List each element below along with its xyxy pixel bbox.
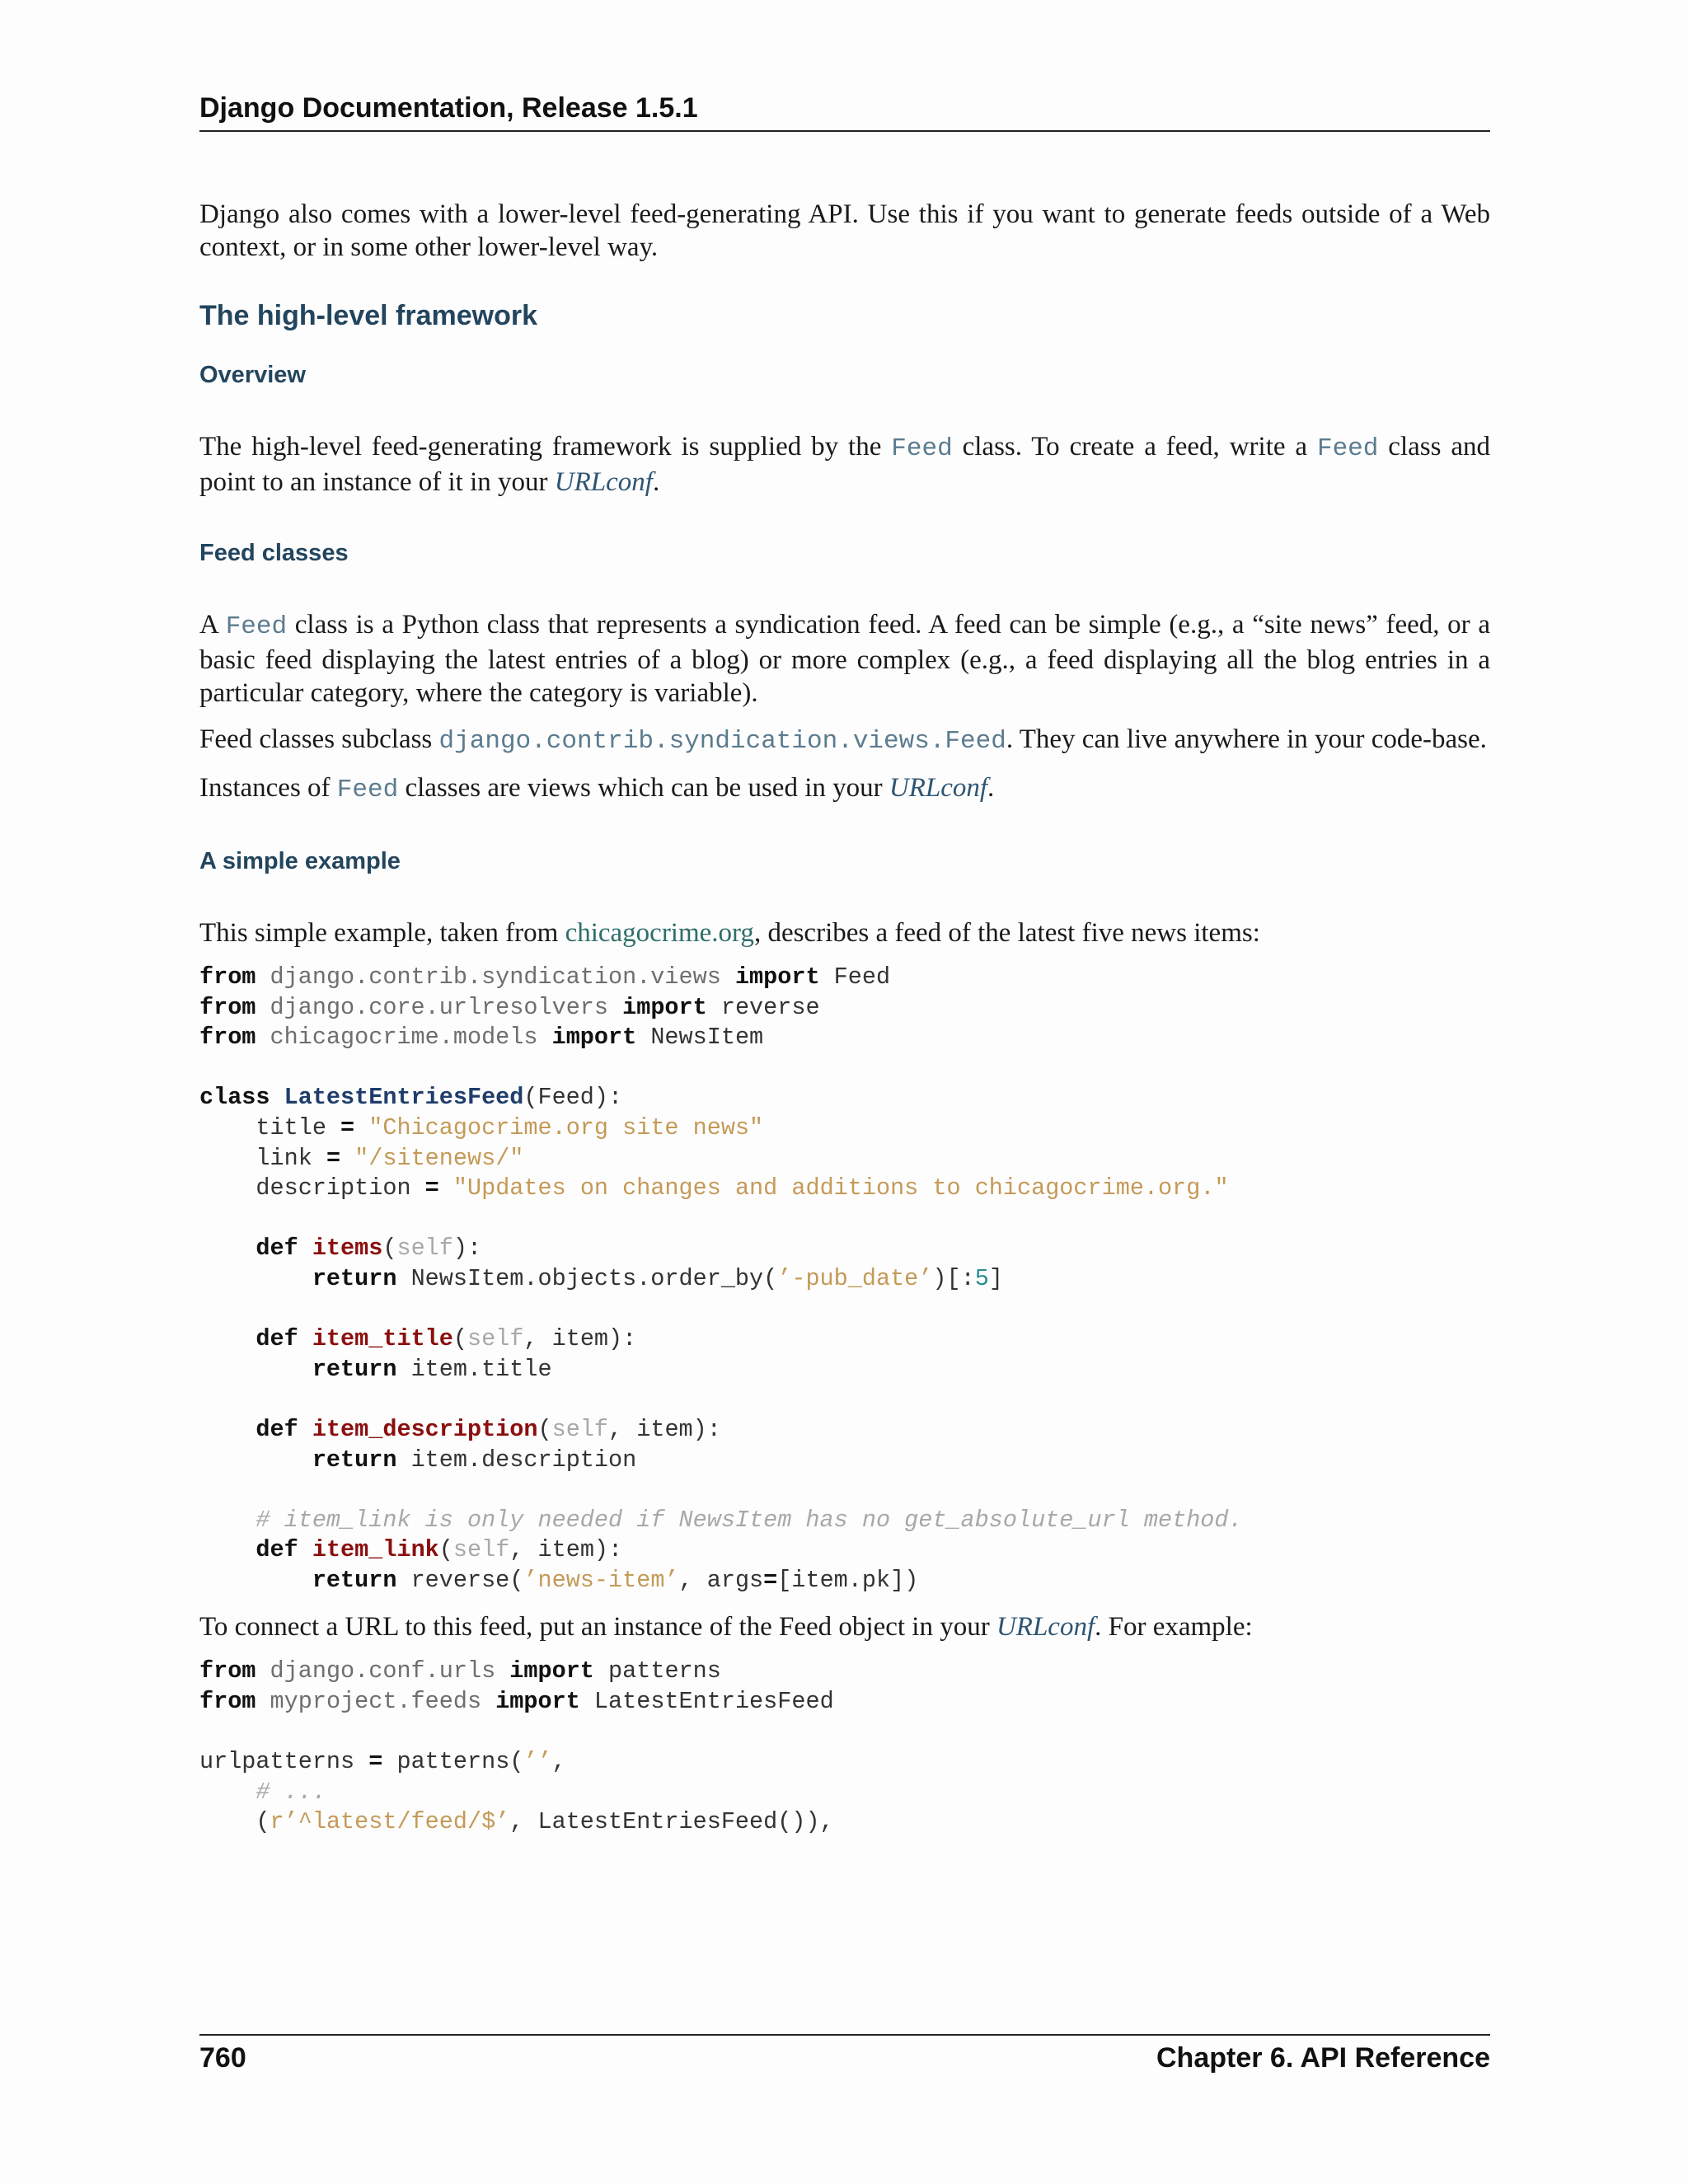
- urlconf-link[interactable]: URLconf: [554, 467, 653, 497]
- running-header: Django Documentation, Release 1.5.1: [199, 92, 698, 124]
- code-token: import: [509, 1657, 594, 1685]
- code-token: from: [199, 1657, 256, 1685]
- code-token: django.core.urlresolvers: [270, 993, 608, 1021]
- running-footer: [199, 2042, 1490, 2074]
- code-token: r’^latest/feed/$’: [270, 1808, 510, 1836]
- code-token: return: [312, 1446, 397, 1474]
- code-token: LatestEntriesFeed: [284, 1084, 524, 1112]
- text-run: Feed classes subclass: [199, 724, 439, 754]
- code-token: patterns(: [396, 1748, 524, 1776]
- code-token: import: [495, 1688, 580, 1716]
- code-token: 5: [974, 1264, 989, 1292]
- code-token: , item):: [608, 1415, 721, 1443]
- code-token: chicagocrime.models: [270, 1024, 538, 1052]
- code-token: (: [256, 1808, 270, 1836]
- code-token: , LatestEntriesFeed()),: [509, 1808, 834, 1836]
- feed-class-link[interactable]: Feed: [336, 776, 399, 804]
- simple-example-heading: A simple example: [199, 848, 401, 874]
- code-token: return: [312, 1264, 397, 1292]
- code-token: def: [256, 1415, 298, 1443]
- code-token: myproject.feeds: [270, 1688, 482, 1716]
- code-token: )[:: [932, 1264, 975, 1292]
- text-run: . For example:: [1095, 1612, 1253, 1643]
- code-token: =: [326, 1144, 341, 1172]
- code-token: self: [452, 1536, 510, 1564]
- code-token: ’’: [523, 1748, 552, 1776]
- text-run: classes are views which can be used in your: [398, 773, 889, 803]
- code-token: def: [256, 1325, 298, 1353]
- code-token: django.conf.urls: [270, 1657, 496, 1685]
- code-token: reverse(: [410, 1566, 524, 1594]
- code-token: self: [467, 1325, 524, 1353]
- code-token: description: [256, 1174, 411, 1202]
- code-comment: # item_link is only needed if NewsItem has no get_absolute_url method.: [256, 1506, 1243, 1534]
- urlconf-link[interactable]: URLconf: [996, 1612, 1095, 1643]
- text-run: .: [987, 773, 995, 803]
- text-run: A: [199, 610, 226, 640]
- code-token: ,: [551, 1748, 566, 1776]
- connect-paragraph: [199, 1610, 1490, 1643]
- code-token: import: [622, 993, 707, 1021]
- code-token: =: [340, 1113, 355, 1141]
- code-block-urlconf: [199, 1657, 1490, 1838]
- text-run: , describes a feed of the latest five news items:: [753, 918, 1260, 948]
- code-token: self: [551, 1415, 609, 1443]
- code-token: title: [256, 1113, 326, 1141]
- code-token: "Updates on changes and additions to chicagocrime.org.": [452, 1174, 1229, 1202]
- feed-class-link[interactable]: Feed: [1316, 434, 1379, 463]
- overview-paragraph: [199, 430, 1490, 499]
- text-run: class is a Python class that represents a syndication feed. A feed can be simple (e.g., a “site news” feed, or a basic feed displaying the latest entries of a blog) or more complex (e.g., a feed displaying all the blog entries in a particular category, where the category is variable).: [199, 610, 1490, 708]
- section-title: The high-level framework: [199, 300, 537, 331]
- text-run: To connect a URL to this feed, put an instance of the Feed object in your: [199, 1612, 996, 1643]
- code-token: link: [256, 1144, 312, 1172]
- code-token: "/sitenews/": [354, 1144, 524, 1172]
- code-token: item_link: [312, 1536, 439, 1564]
- code-token: import: [734, 963, 820, 991]
- code-token: return: [312, 1566, 397, 1594]
- code-comment: # ...: [256, 1778, 326, 1806]
- code-token: item.title: [410, 1355, 552, 1383]
- footer-rule: [199, 2034, 1490, 2036]
- code-token: item_title: [312, 1325, 453, 1353]
- code-token: urlpatterns: [199, 1748, 355, 1776]
- code-token: items: [312, 1235, 383, 1263]
- code-token: LatestEntriesFeed: [593, 1688, 834, 1716]
- code-token: (Feed):: [523, 1084, 623, 1112]
- code-token: item_description: [312, 1415, 538, 1443]
- code-token: from: [199, 1688, 256, 1716]
- code-token: NewsItem: [650, 1024, 764, 1052]
- code-token: item.description: [410, 1446, 637, 1474]
- code-token: from: [199, 1024, 256, 1052]
- code-token: class: [199, 1084, 270, 1112]
- text-run: Instances of: [199, 773, 337, 803]
- code-token: Feed: [833, 963, 891, 991]
- code-token: "Chicagocrime.org site news": [368, 1113, 764, 1141]
- code-token: from: [199, 993, 256, 1021]
- page-content: [199, 198, 1490, 1853]
- code-token: , item):: [509, 1536, 623, 1564]
- feed-base-class-link[interactable]: django.contrib.syndication.views.Feed: [438, 727, 1006, 756]
- code-token: return: [312, 1355, 397, 1383]
- text-run: class and point to an instance of it in your: [199, 432, 1490, 497]
- feed-classes-heading: Feed classes: [199, 540, 349, 566]
- intro-paragraph: Django also comes with a lower-level feed-generating API. Use this if you want to generate feeds outside of a Web context, or in some other lower-level way.: [199, 199, 1490, 262]
- code-token: def: [256, 1235, 298, 1263]
- feed-class-link[interactable]: Feed: [891, 434, 953, 463]
- text-run: The high-level feed-generating framework is supplied by the: [199, 432, 892, 462]
- chapter-title: Chapter 6. API Reference: [1156, 2042, 1490, 2074]
- code-token: ]: [988, 1264, 1003, 1292]
- code-token: ’-pub_date’: [777, 1264, 933, 1292]
- code-token: ’news-item’: [523, 1566, 679, 1594]
- text-run: This simple example, taken from: [199, 918, 565, 948]
- urlconf-link[interactable]: URLconf: [889, 773, 988, 803]
- text-run: .: [652, 467, 660, 497]
- code-token: =: [368, 1748, 383, 1776]
- code-token: =: [763, 1566, 778, 1594]
- code-token: patterns: [608, 1657, 721, 1685]
- code-token: django.contrib.syndication.views: [270, 963, 721, 991]
- simple-example-intro: [199, 916, 1490, 949]
- code-token: =: [424, 1174, 439, 1202]
- code-token: NewsItem.objects.order_by(: [410, 1264, 778, 1292]
- code-block-feed-class: from django.contrib.syndication.views import Feed from django.core.urlresolvers import reverse from chicagocrime.models import NewsItem class LatestEntriesFeed(Feed): title = "Chicagocrime.org site news" link = "/sitenews/" description = "Updates on changes and additions to chicagocrime.org." def items(self): return NewsItem.objects.order_by(’-pub_date’)[:5] def item_title(self, item): return item.title def item_description(self, item): return item.description # item_link is only needed if NewsItem has no get_absolute_url method. def item_link(self, item): return reverse(’news-item’, args=[item.pk]): [199, 963, 1243, 1594]
- code-token: import: [551, 1024, 637, 1052]
- code-token: self: [396, 1235, 453, 1263]
- text-run: class. To create a feed, write a: [952, 432, 1317, 462]
- page-number: 760: [199, 2042, 246, 2074]
- code-token: , item):: [523, 1325, 637, 1353]
- header-rule: [199, 130, 1490, 132]
- chicagocrime-link[interactable]: chicagocrime.org: [565, 918, 754, 948]
- code-token: [item.pk]): [777, 1566, 919, 1594]
- feed-classes-paragraph-3: [199, 771, 1490, 807]
- code-token: from: [199, 963, 256, 991]
- feed-classes-paragraph-1: [199, 608, 1490, 710]
- feed-classes-paragraph-2: [199, 723, 1490, 758]
- code-token: , args: [678, 1566, 764, 1594]
- code-token: def: [256, 1536, 298, 1564]
- text-run: . They can live anywhere in your code-base.: [1006, 724, 1487, 754]
- overview-heading: Overview: [199, 362, 306, 388]
- feed-class-link[interactable]: Feed: [225, 612, 288, 641]
- code-token: reverse: [720, 993, 820, 1021]
